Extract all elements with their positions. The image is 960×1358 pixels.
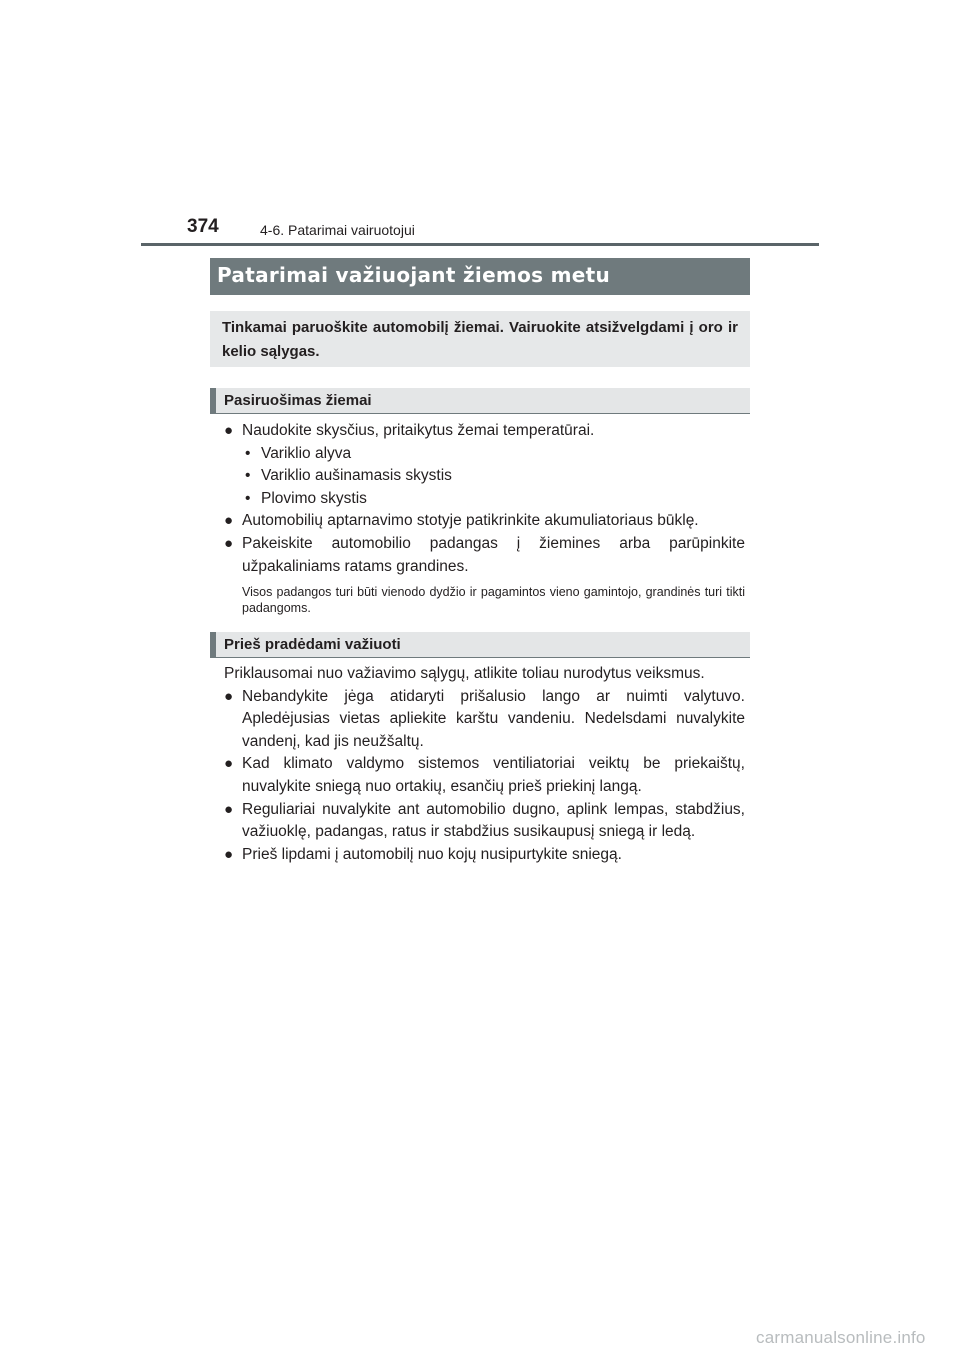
- list-item-text: Kad klimato valdymo sistemos ventiliatoriai veiktų be priekaištų, nuvalykite sniegą nuo ortakių, esančių prieš priekinį langą.: [242, 755, 745, 795]
- sub-list-item-text: Variklio alyva: [261, 444, 352, 462]
- list-item-text: Reguliariai nuvalykite ant automobilio dugno, aplink lempas, stabdžius, važiuoklę, padangas, ratus ir stabdžius susikaupusį sniegą ir ledą.: [242, 800, 745, 841]
- running-head: 4-6. Patarimai vairuotojui: [260, 222, 415, 238]
- section-heading-preparation: [210, 388, 750, 414]
- bullet-icon: ●: [224, 800, 234, 818]
- list-item: [224, 510, 745, 533]
- list-item: [224, 844, 745, 867]
- list-item-text: Naudokite skysčius, pritaikytus žemai temperatūrai.: [242, 422, 595, 439]
- sub-bullet-icon: •: [245, 489, 251, 507]
- section2-content: [224, 663, 745, 866]
- list-item: [224, 420, 745, 443]
- list-item: [224, 533, 745, 578]
- section-heading-text: Pasiruošimas žiemai: [224, 392, 372, 409]
- section-heading-text: Prieš pradėdami važiuoti: [224, 636, 401, 653]
- list-item: [224, 753, 745, 798]
- list-item-text: Prieš lipdami į automobilį nuo kojų nusipurtykite sniegą.: [242, 845, 622, 863]
- list-item: [224, 686, 745, 754]
- note-text: Visos padangos turi būti vienodo dydžio ir pagamintos vieno gamintojo, grandinės turi tikti padangoms.: [242, 585, 745, 616]
- sub-bullet-icon: •: [245, 444, 251, 462]
- list-item-text: Pakeiskite automobilio padangas į žiemines arba parūpinkite užpakaliniams ratams grandines.: [242, 534, 745, 575]
- page-number: 374: [187, 216, 219, 237]
- bullet-icon: ●: [224, 845, 234, 863]
- lead-paragraph: Priklausomai nuo važiavimo sąlygų, atlikite toliau nurodytus veiksmus.: [224, 665, 705, 682]
- sub-list-item-text: Variklio aušinamasis skystis: [261, 467, 452, 485]
- sub-bullet-icon: •: [245, 467, 251, 485]
- bullet-icon: ●: [224, 687, 234, 705]
- list-item-text: Automobilių aptarnavimo stotyje patikrinkite akumuliatoriaus būklę.: [242, 512, 699, 530]
- title-bar: [210, 258, 750, 295]
- intro-box: [210, 311, 750, 367]
- header-rule: [141, 243, 819, 246]
- sub-list-item: [224, 443, 745, 466]
- section-heading-before-driving: [210, 632, 750, 658]
- bullet-icon: ●: [224, 755, 234, 773]
- sub-list-item-text: Plovimo skystis: [261, 489, 367, 507]
- sub-list-item: [224, 488, 745, 511]
- bullet-icon: ●: [224, 534, 234, 552]
- page-title: Patarimai važiuojant žiemos metu: [217, 263, 610, 287]
- intro-text: Tinkamai paruoškite automobilį žiemai. Vairuokite atsižvelgdami į oro ir kelio sąlygas.: [222, 319, 738, 360]
- watermark: carmanualsonline.info: [756, 1328, 926, 1347]
- list-item-text: Nebandykite jėga atidaryti prišalusio lango ar nuimti valytuvo. Apledėjusias vietas apliekite karštu vandeniu. Nedelsdami nuvalykite vandenį, kad jis neužšaltų.: [242, 687, 745, 750]
- bullet-icon: ●: [224, 422, 234, 439]
- list-item: [224, 799, 745, 844]
- bullet-icon: ●: [224, 512, 234, 530]
- sub-list-item: [224, 465, 745, 488]
- section1-content: [224, 420, 745, 616]
